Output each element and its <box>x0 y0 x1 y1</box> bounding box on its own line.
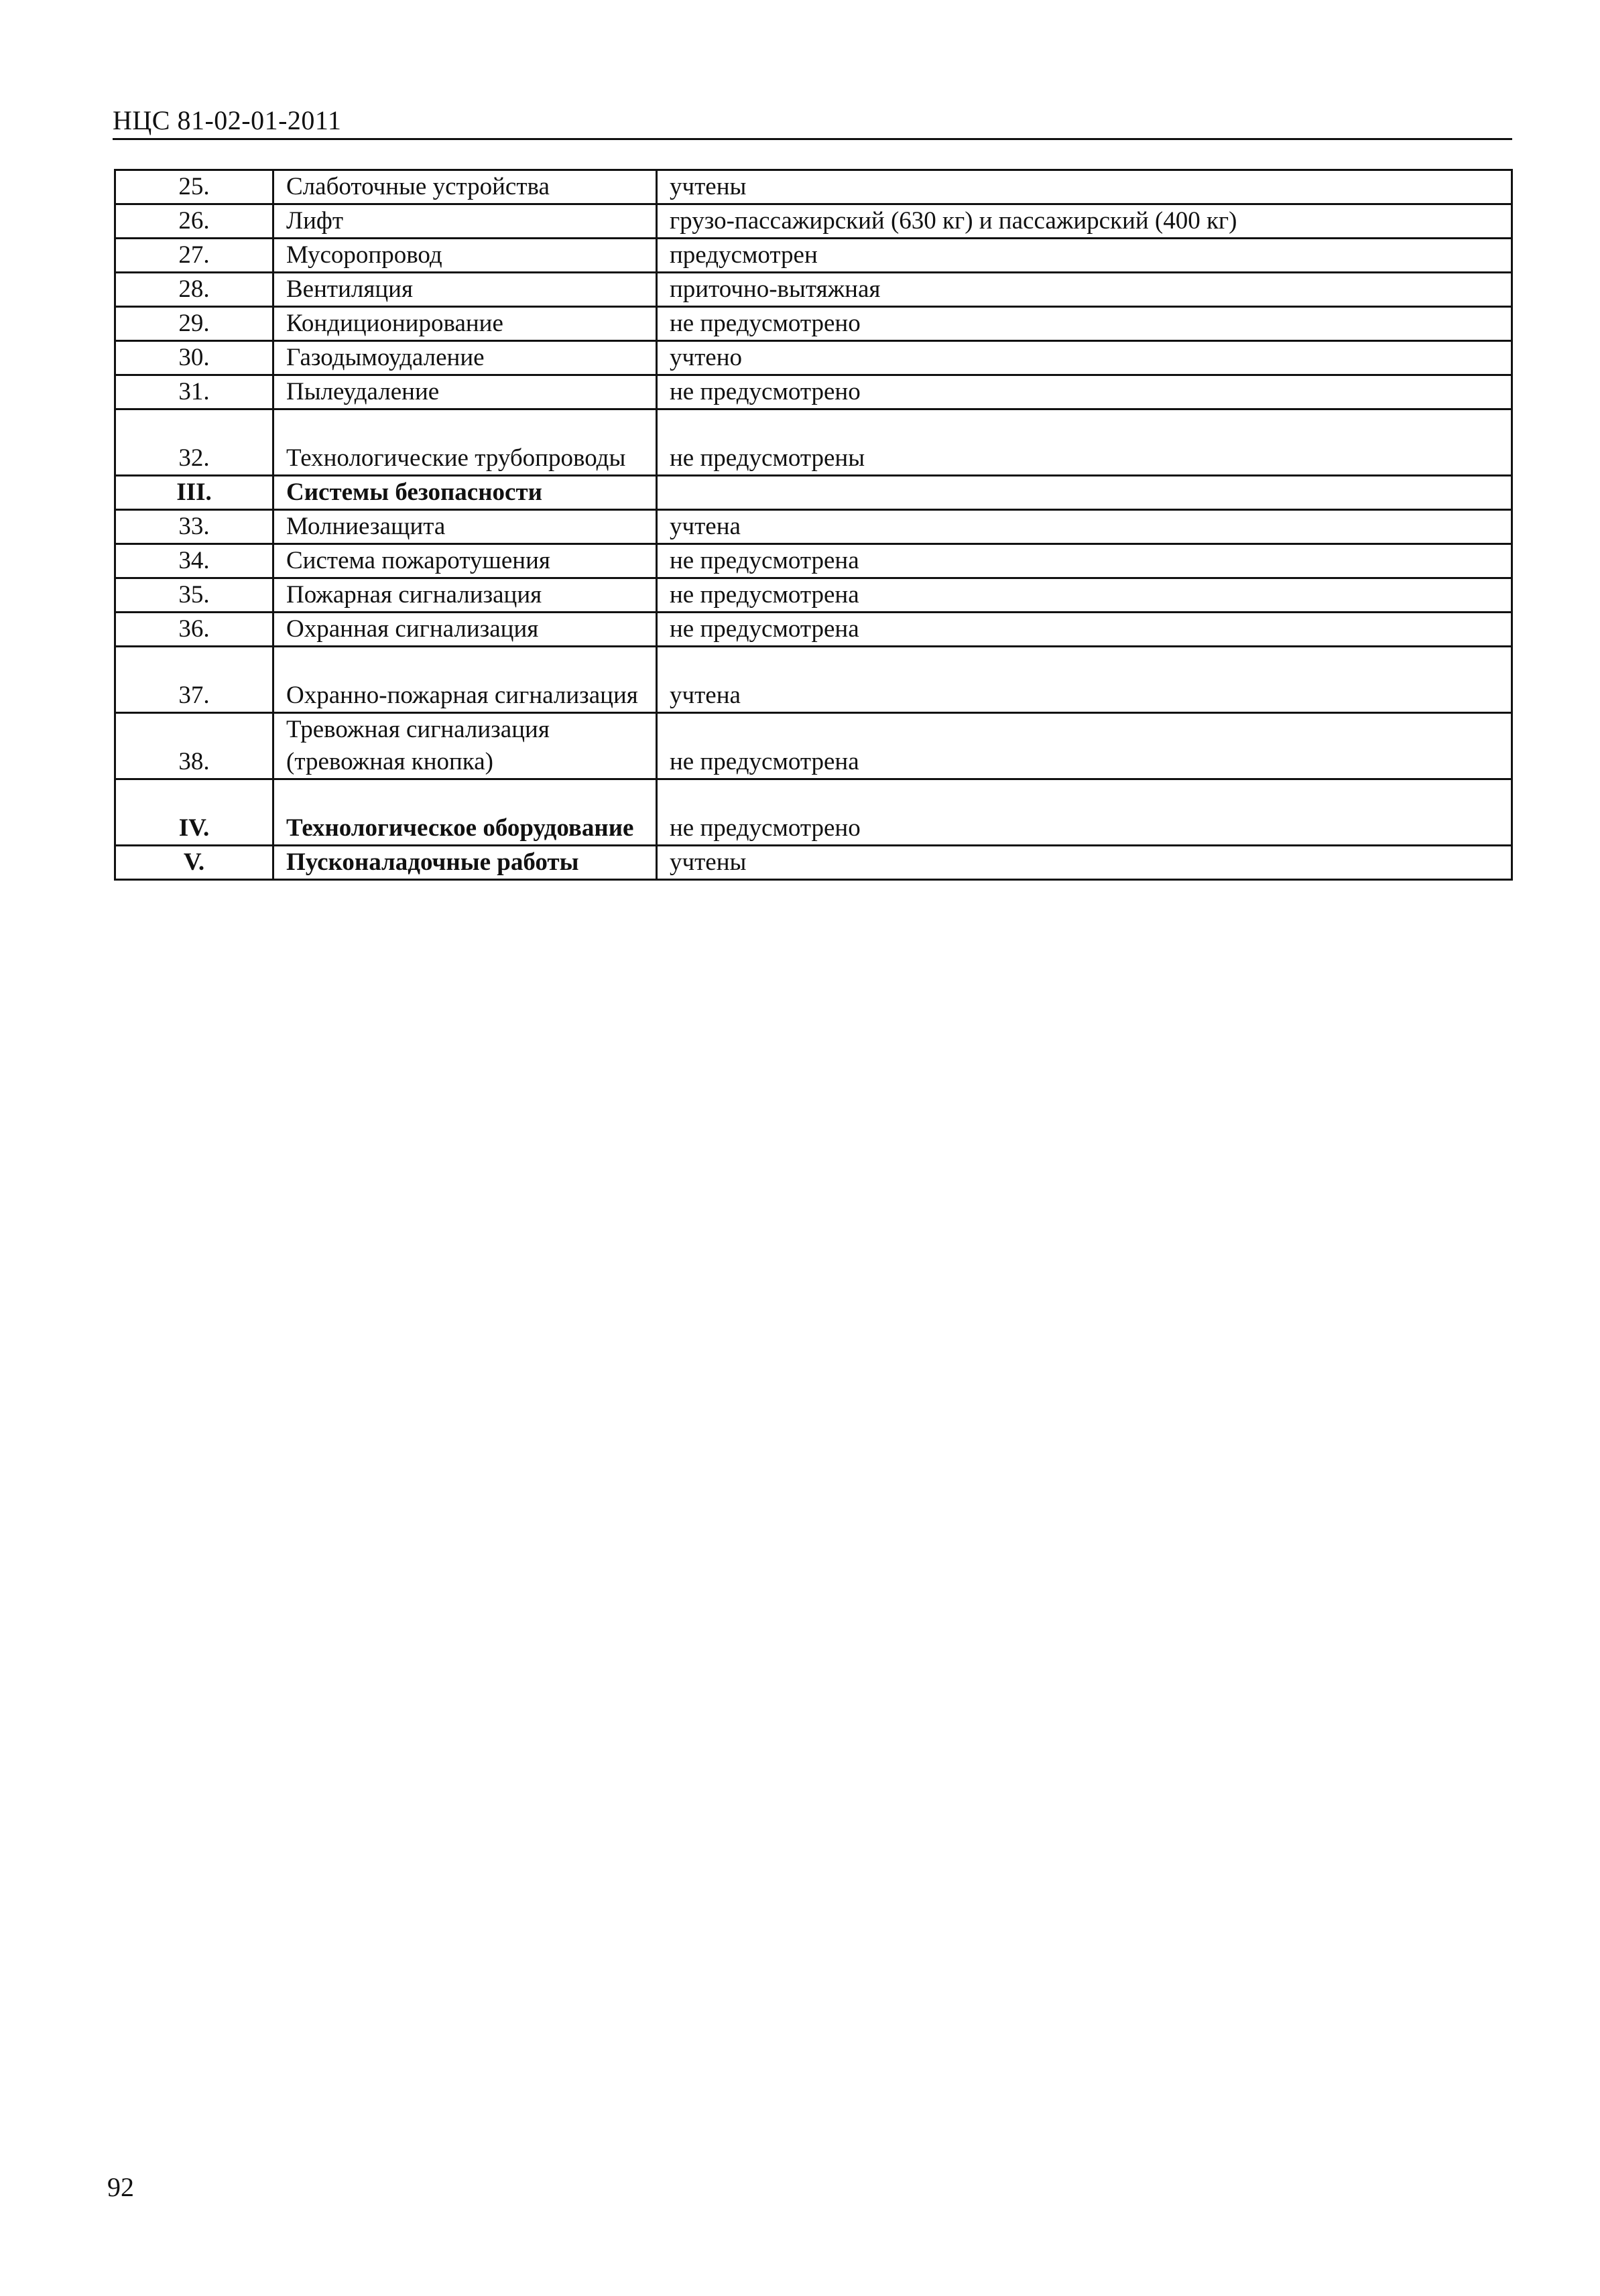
row-name: Тревожная сигнализация (тревожная кнопка) <box>273 713 657 779</box>
row-name: Газодымоудаление <box>273 341 657 375</box>
row-number: 38. <box>115 713 273 779</box>
table-row <box>115 578 1512 613</box>
row-name: Слаботочные устройства <box>273 170 657 204</box>
row-name: Кондиционирование <box>273 307 657 341</box>
table-row <box>115 409 1512 476</box>
row-name: Технологическое оборудование <box>273 779 657 846</box>
specification-table-body <box>115 170 1512 880</box>
section-row <box>115 779 1512 846</box>
row-value: грузо-пассажирский (630 кг) и пассажирский (400 кг) <box>657 204 1512 239</box>
row-number: 30. <box>115 341 273 375</box>
row-name: Пожарная сигнализация <box>273 578 657 613</box>
row-number: 28. <box>115 273 273 307</box>
row-number: 35. <box>115 578 273 613</box>
row-value: учтены <box>657 846 1512 880</box>
table-row <box>115 307 1512 341</box>
row-name: Технологические трубопроводы <box>273 409 657 476</box>
row-value: учтена <box>657 647 1512 713</box>
row-number: III. <box>115 476 273 510</box>
row-value: учтены <box>657 170 1512 204</box>
document-code: НЦС 81-02-01-2011 <box>113 105 342 135</box>
row-number: 34. <box>115 544 273 578</box>
row-number: 25. <box>115 170 273 204</box>
row-value: приточно-вытяжная <box>657 273 1512 307</box>
row-value: предусмотрен <box>657 239 1512 273</box>
table-row <box>115 613 1512 647</box>
row-number: 26. <box>115 204 273 239</box>
row-number: 33. <box>115 510 273 544</box>
row-value: не предусмотрено <box>657 375 1512 409</box>
row-number: V. <box>115 846 273 880</box>
row-name: Пусконаладочные работы <box>273 846 657 880</box>
row-value: не предусмотрено <box>657 307 1512 341</box>
row-name: Пылеудаление <box>273 375 657 409</box>
table-row <box>115 170 1512 204</box>
row-number: 37. <box>115 647 273 713</box>
row-name: Охранная сигнализация <box>273 613 657 647</box>
row-name: Мусоропровод <box>273 239 657 273</box>
row-value: не предусмотрена <box>657 544 1512 578</box>
table-row <box>115 375 1512 409</box>
row-name: Системы безопасности <box>273 476 657 510</box>
row-value: не предусмотрены <box>657 409 1512 476</box>
table-row <box>115 239 1512 273</box>
row-number: IV. <box>115 779 273 846</box>
row-name: Охранно-пожарная сигнализация <box>273 647 657 713</box>
row-value: не предусмотрено <box>657 779 1512 846</box>
row-value: не предусмотрена <box>657 578 1512 613</box>
table-row <box>115 341 1512 375</box>
row-number: 32. <box>115 409 273 476</box>
page-number: 92 <box>107 2172 134 2202</box>
row-name: Молниезащита <box>273 510 657 544</box>
row-name: Система пожаротушения <box>273 544 657 578</box>
table-row <box>115 273 1512 307</box>
row-number: 27. <box>115 239 273 273</box>
row-number: 29. <box>115 307 273 341</box>
section-row <box>115 476 1512 510</box>
table-row <box>115 647 1512 713</box>
table-row <box>115 510 1512 544</box>
row-value: учтена <box>657 510 1512 544</box>
table-row <box>115 713 1512 779</box>
table-row <box>115 204 1512 239</box>
row-number: 36. <box>115 613 273 647</box>
row-number: 31. <box>115 375 273 409</box>
row-name: Лифт <box>273 204 657 239</box>
row-value: не предусмотрена <box>657 713 1512 779</box>
header-rule <box>113 138 1512 140</box>
row-value: учтено <box>657 341 1512 375</box>
row-value <box>657 476 1512 510</box>
specification-table <box>114 169 1513 881</box>
row-name: Вентиляция <box>273 273 657 307</box>
section-row <box>115 846 1512 880</box>
table-row <box>115 544 1512 578</box>
row-value: не предусмотрена <box>657 613 1512 647</box>
